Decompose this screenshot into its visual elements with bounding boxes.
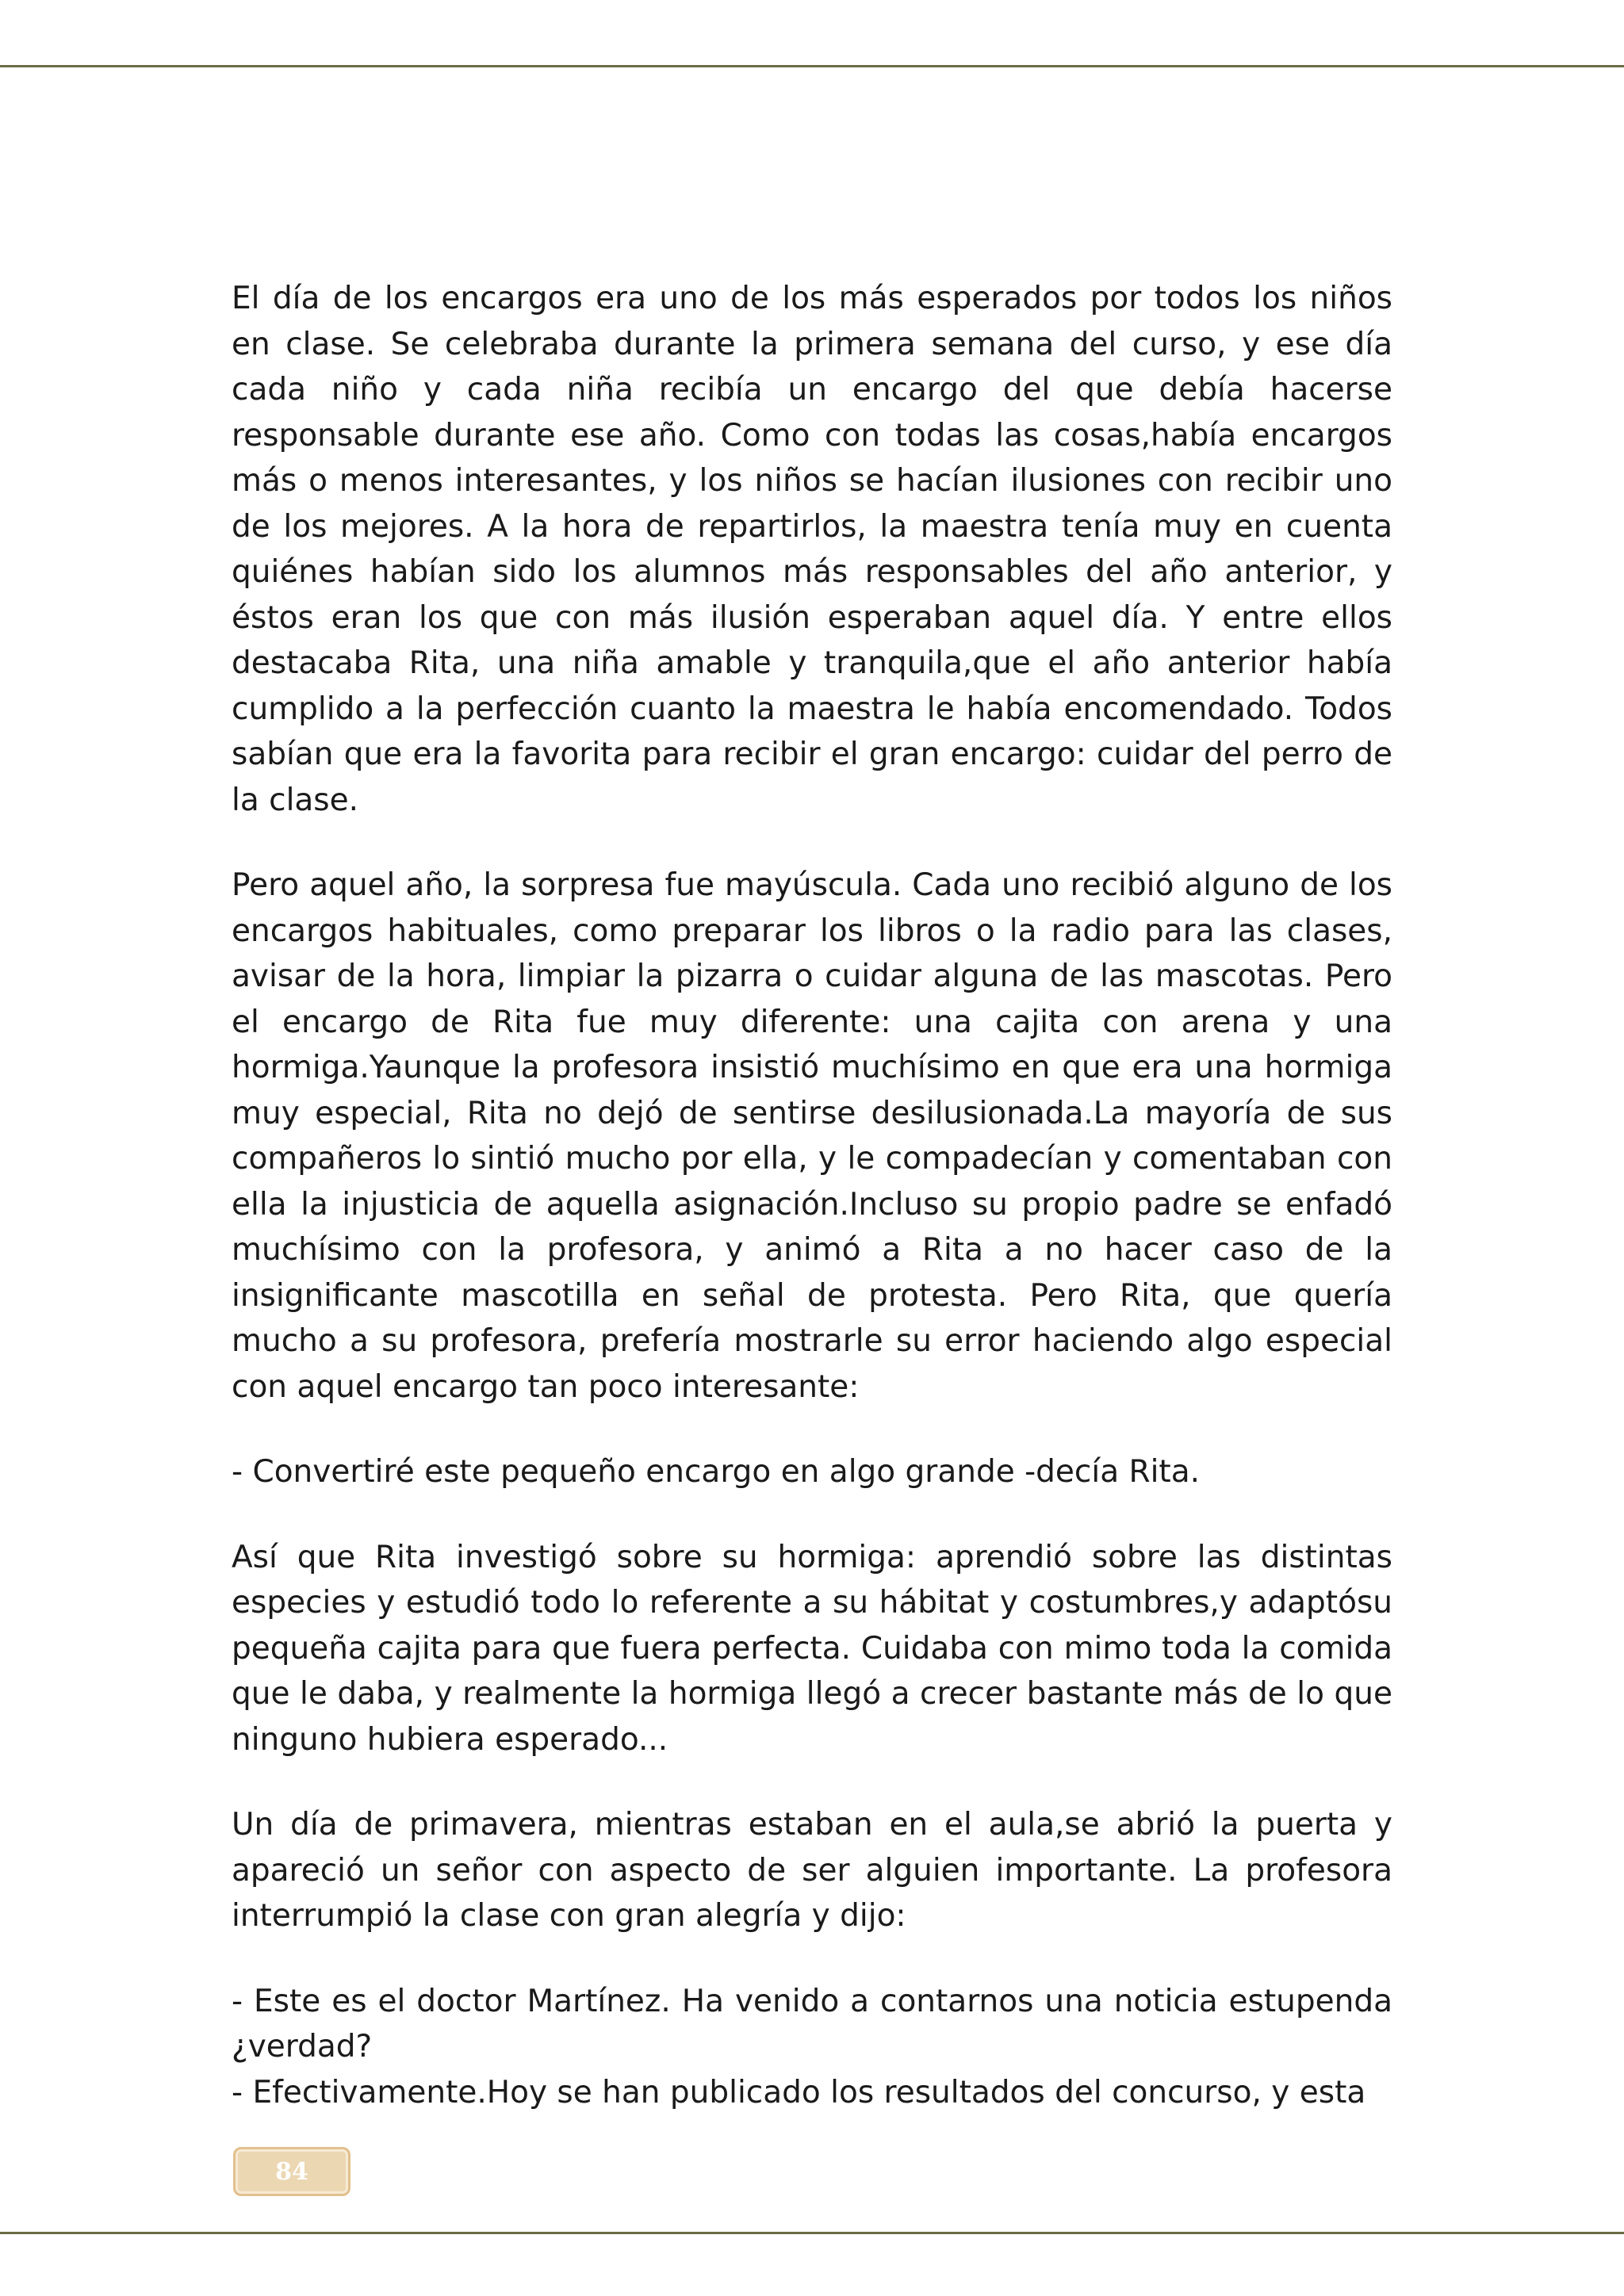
paragraph-primavera: Un día de primavera, mientras estaban en el aula,se abrió la puerta y apareció un señor con aspecto de ser alguien importante. La profesora interrumpió la clase con gran alegría y dijo: [232, 1807, 1392, 1934]
paragraph-sorpresa: Pero aquel año, la sorpresa fue mayúscula. Cada uno recibió alguno de los encargos habituales, como preparar los libros o la radio para las clases, avisar de la hora, limpiar la pizarra o cuidar alguna de las mascotas. Pero el encargo de Rita fue muy diferente: una cajita con arena y una hormiga.Yaunque la profesora insistió muchísimo en que era una hormiga muy especial, Rita no dejó de sentirse desilusionada.La mayoría de sus compañeros lo sintió mucho por ella, y le compadecían y comentaban con ella la injusticia de aquella asignación.Incluso su propio padre se enfadó muchísimo con la profesora, y animó a Rita a no hacer caso de la insignificante mascotilla en señal de protesta. Pero Rita, que quería mucho a su profesora, prefería mostrarle su error haciendo algo especial con aquel encargo tan poco interesante: [232, 867, 1392, 1405]
paragraph-gap [232, 1410, 1392, 1449]
paragraph-gap [232, 823, 1392, 863]
page-number-badge: 84 [233, 2147, 350, 2196]
paragraph-encargos-intro: El día de los encargos era uno de los más esperados por todos los niños en clase. Se celebraba durante la primera semana del curso, y ese día cada niño y cada niña recibía un encargo del que debía hacerse responsable durante ese año. Como con todas las cosas,había encargos más o menos interesantes, y los niños se hacían ilusiones con recibir uno de los mejores. A la hora de repartirlos, la maestra tenía muy en cuenta quiénes habían sido los alumnos más responsables del año anterior, y éstos eran los que con más ilusión esperaban aquel día. Y entre ellos destacaba Rita, una niña amable y tranquila,que el año anterior había cumplido a la perfección cuanto la maestra le había encomendado. Todos sabían que era la favorita para recibir el gran encargo: cuidar del perro de la clase. [232, 281, 1392, 818]
story-text [232, 276, 1392, 2115]
paragraph-dialogue-doctor: - Efectivamente.Hoy se han publicado los resultados del concurso, y esta [232, 2074, 1366, 2110]
paragraph-dialogue-rita: - Convertiré este pequeño encargo en algo grande -decía Rita. [232, 1454, 1201, 1490]
top-rule [0, 65, 1624, 67]
paragraph-gap [232, 1939, 1392, 1979]
paragraph-gap [232, 1495, 1392, 1535]
paragraph-gap [232, 1762, 1392, 1802]
paragraph-dialogue-profesora: - Este es el doctor Martínez. Ha venido a contarnos una noticia estupenda ¿verdad? [232, 1983, 1392, 2064]
paragraph-investigacion: Así que Rita investigó sobre su hormiga: aprendió sobre las distintas especies y estudió todo lo referente a su hábitat y costumbres,y adaptósu pequeña cajita para que fuera perfecta. Cuidaba con mimo toda la comida que le daba, y realmente la hormiga llegó a crecer bastante más de lo que ninguno hubiera esperado... [232, 1539, 1392, 1758]
bottom-rule [0, 2232, 1624, 2234]
